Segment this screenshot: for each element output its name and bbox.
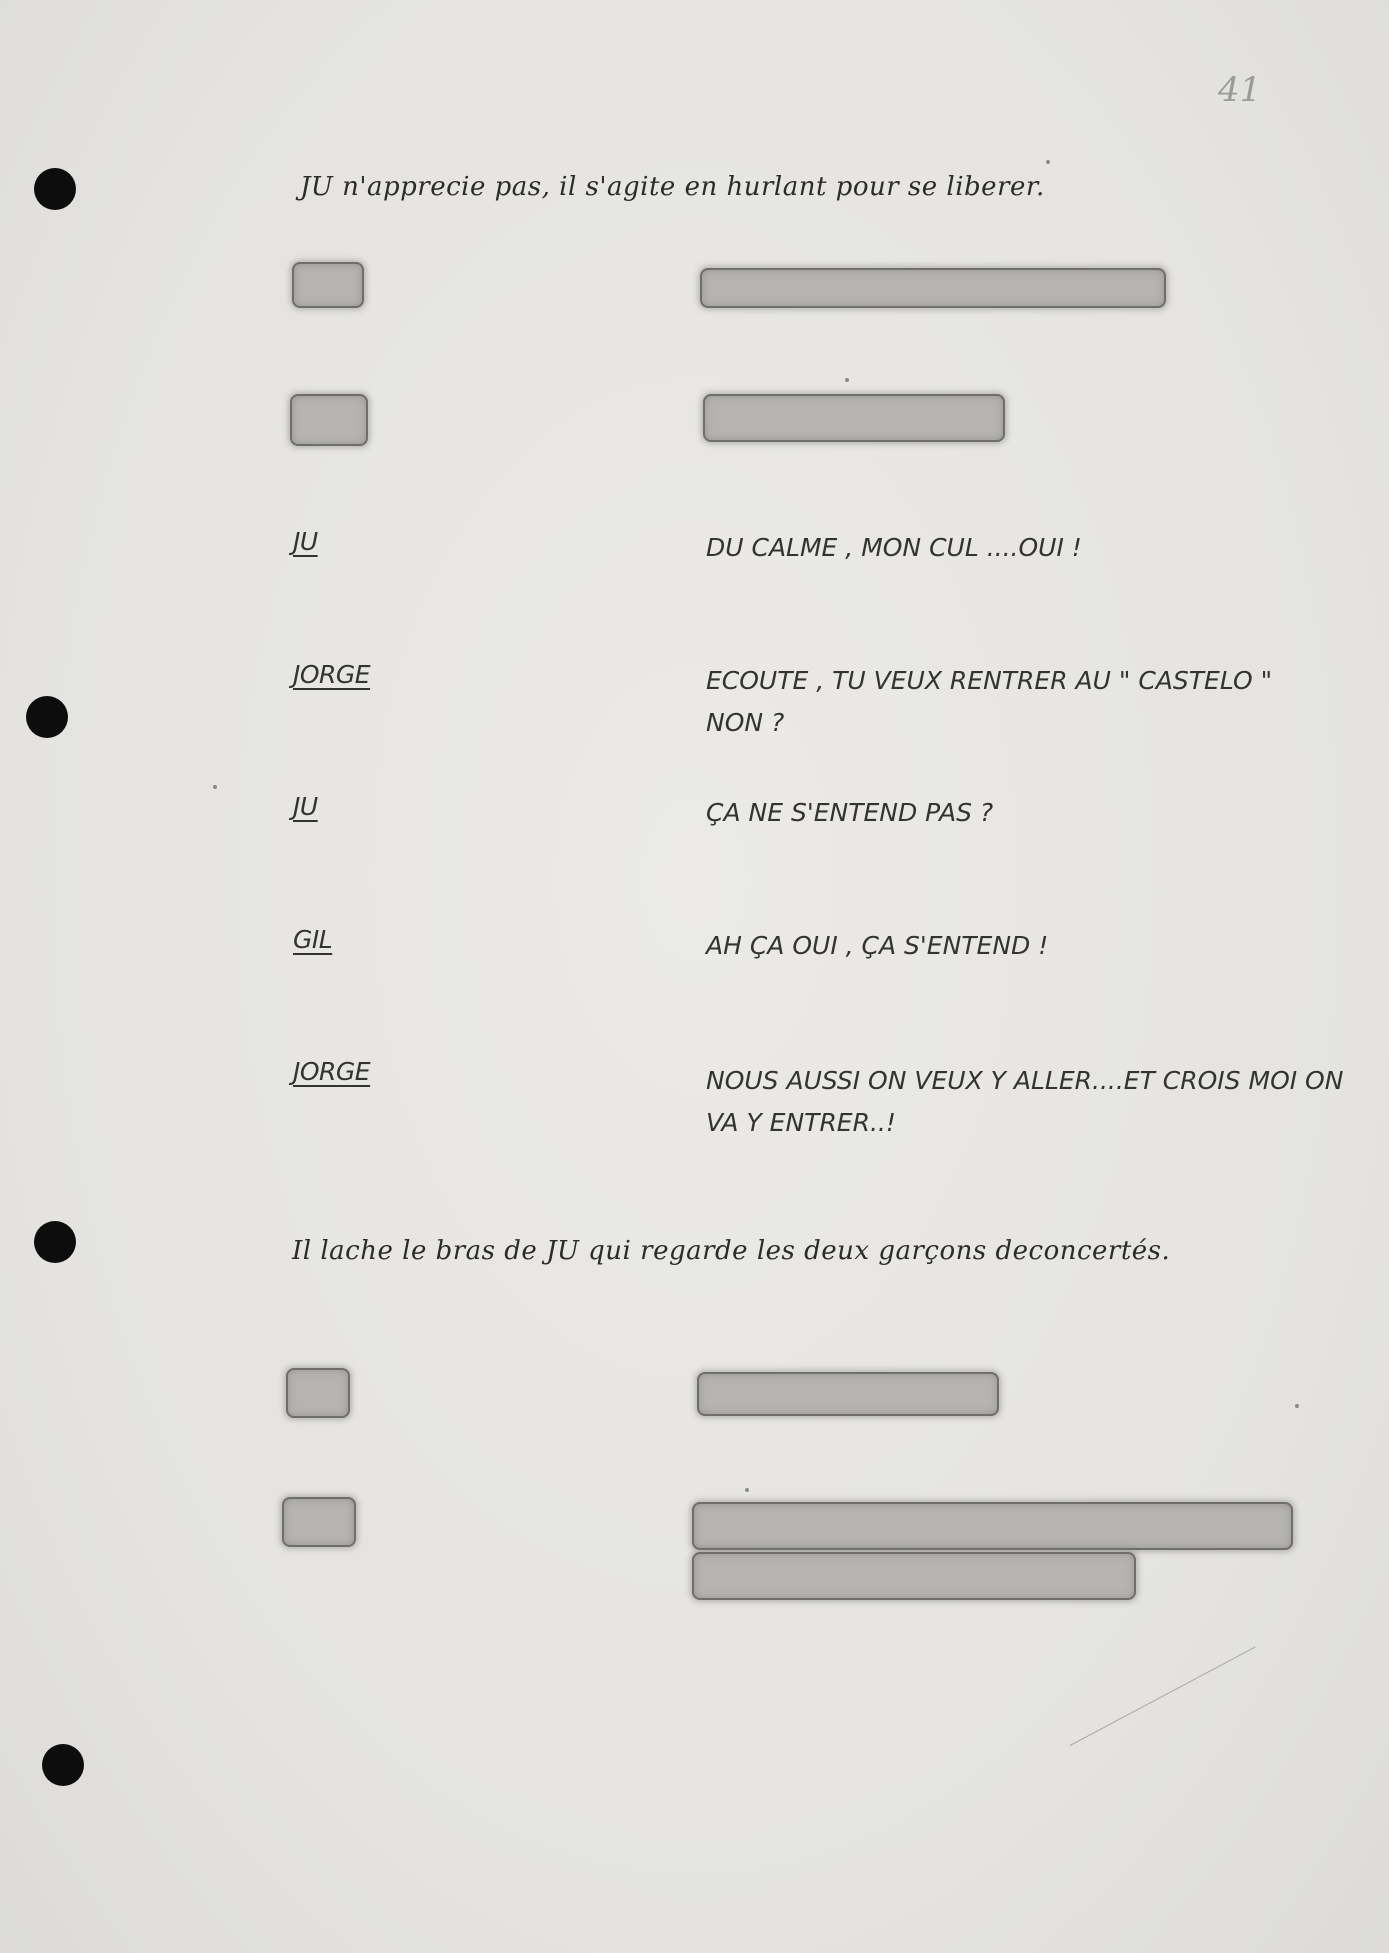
pencil-stroke [1070, 1646, 1256, 1745]
speaker-ju-2: JU [293, 792, 318, 821]
redacted-line-1 [700, 268, 1166, 308]
ink-speck [745, 1488, 749, 1492]
ink-speck [1046, 160, 1050, 164]
speaker-gil: GIL [293, 925, 333, 954]
punch-hole-3 [34, 1221, 76, 1263]
redacted-speaker-3 [286, 1368, 350, 1418]
dialogue-line-2a: ECOUTE , TU VEUX RENTRER AU " CASTELO " [706, 666, 1273, 695]
ink-speck [1295, 1404, 1299, 1408]
speaker-jorge-1: JORGE [293, 660, 371, 689]
dialogue-line-4: AH ÇA OUI , ÇA S'ENTEND ! [706, 931, 1049, 960]
speaker-ju-1: JU [293, 527, 318, 556]
redacted-speaker-2 [290, 394, 368, 446]
stage-direction-2: Il lache le bras de JU qui regarde les deux garçons deconcertés. [292, 1236, 1171, 1266]
stage-direction-1: JU n'apprecie pas, il s'agite en hurlant pour se liberer. [300, 172, 1045, 202]
redacted-line-3 [697, 1372, 999, 1416]
dialogue-line-3: ÇA NE S'ENTEND PAS ? [706, 798, 994, 827]
ink-speck [845, 378, 849, 382]
dialogue-line-2b: NON ? [706, 708, 785, 737]
redacted-line-4b [692, 1552, 1136, 1600]
redacted-line-4a [692, 1502, 1293, 1550]
punch-hole-2 [26, 696, 68, 738]
punch-hole-1 [34, 168, 76, 210]
dialogue-line-5a: NOUS AUSSI ON VEUX Y ALLER....ET CROIS MOI ON [706, 1066, 1344, 1095]
page-number: 41 [1218, 70, 1262, 110]
redacted-speaker-4 [282, 1497, 356, 1547]
dialogue-line-1: DU CALME , MON CUL ....OUI ! [706, 533, 1082, 562]
redacted-line-2 [703, 394, 1005, 442]
redacted-speaker-1 [292, 262, 364, 308]
ink-speck [213, 785, 217, 789]
dialogue-line-5b: VA Y ENTRER..! [706, 1108, 896, 1137]
punch-hole-4 [42, 1744, 84, 1786]
speaker-jorge-2: JORGE [293, 1057, 371, 1086]
